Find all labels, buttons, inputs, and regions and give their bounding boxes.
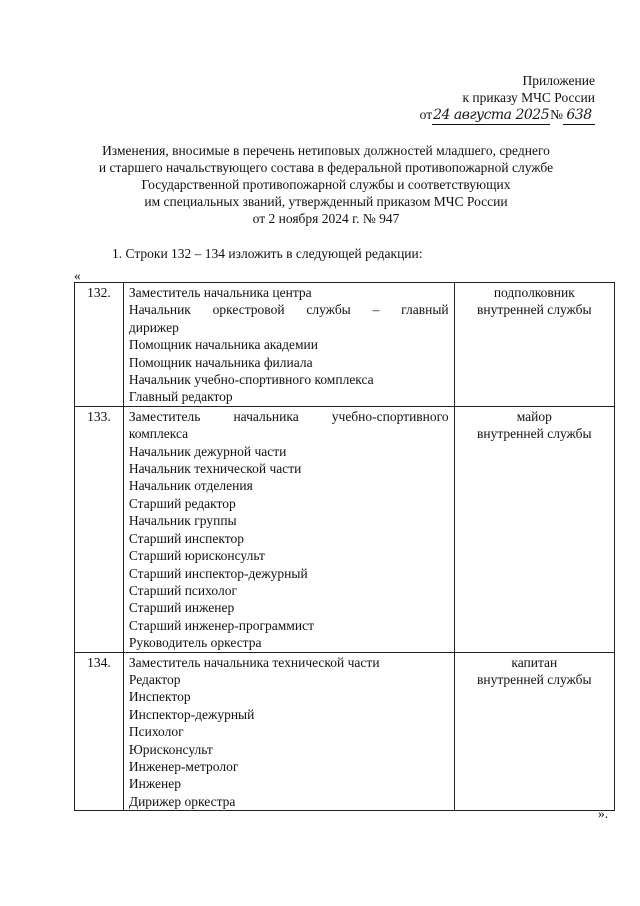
appendix-date-line xyxy=(420,106,595,125)
position-title: Заместитель начальника учебно-спортивного xyxy=(128,408,449,424)
positions-cell xyxy=(123,652,454,811)
item-1-instruction: 1. Строки 132 – 134 изложить в следующей редакции: xyxy=(112,246,423,261)
title-line: Изменения, вносимые в перечень нетиповых должностей младшего, среднего xyxy=(102,143,550,158)
position-title: дирижер xyxy=(128,319,179,335)
position-title: Инженер-метролог xyxy=(128,758,239,774)
title-line: от 2 ноября 2024 г. № 947 xyxy=(252,211,400,226)
order-date-number xyxy=(420,106,595,125)
position-title: Инспектор-дежурный xyxy=(128,706,255,722)
number-sign: № xyxy=(550,107,563,122)
rank-cell xyxy=(454,652,614,811)
position-title: Заместитель начальника технической части xyxy=(128,654,380,670)
position-title: Дирижер оркестра xyxy=(128,793,236,809)
position-title: Юрисконсульт xyxy=(128,741,213,757)
position-title: Старший инспектор-дежурный xyxy=(128,565,308,581)
appendix-block xyxy=(420,72,595,125)
table-row xyxy=(75,652,615,811)
appendix-order-ref: к приказу МЧС России xyxy=(462,90,595,105)
appendix-title: Приложение xyxy=(522,73,595,88)
position-title: Старший инспектор xyxy=(128,530,244,546)
position-title: Инженер xyxy=(128,776,181,792)
position-title: Старший редактор xyxy=(128,495,236,511)
position-title: Психолог xyxy=(128,724,184,740)
position-title: комплекса xyxy=(128,426,189,442)
opening-quote: « xyxy=(74,268,81,283)
position-title: Главный редактор xyxy=(128,389,233,405)
position-title: Редактор xyxy=(128,671,181,687)
position-title: Старший психолог xyxy=(128,582,237,598)
position-title: Старший инженер-программист xyxy=(128,617,314,633)
closing-quote: ». xyxy=(598,806,609,821)
handwritten-number: 638 xyxy=(563,107,595,125)
position-title: Руководитель оркестра xyxy=(128,635,262,651)
position-title: Старший инженер xyxy=(128,600,235,616)
row-number: 134. xyxy=(75,652,124,811)
title-line: Государственной противопожарной службы и соответствующих xyxy=(141,177,511,192)
position-title: Старший юрисконсульт xyxy=(128,548,265,564)
rank-text: внутренней службы xyxy=(477,671,592,687)
handwritten-date: 24 августа 2025 xyxy=(433,107,550,123)
date-prefix: от xyxy=(419,107,433,122)
position-title: Заместитель начальника центра xyxy=(128,285,312,300)
rank-text: внутренней службы xyxy=(477,426,592,442)
title-line: им специальных званий, утвержденный приказом МЧС России xyxy=(144,194,508,209)
rank-text: подполковник xyxy=(493,285,575,300)
position-title: Помощник начальника филиала xyxy=(128,354,313,370)
position-title: Начальник отделения xyxy=(128,478,253,494)
table-row xyxy=(75,406,615,652)
position-title: Начальник оркестровой службы – главный xyxy=(128,302,449,318)
position-title: Помощник начальника академии xyxy=(128,337,319,353)
positions-cell xyxy=(123,283,454,407)
position-title: Начальник группы xyxy=(128,513,237,529)
document-title xyxy=(70,142,582,227)
rank-text: майор xyxy=(516,408,552,424)
rank-cell xyxy=(454,283,614,407)
row-number: 133. xyxy=(75,406,124,652)
positions-cell xyxy=(123,406,454,652)
position-title: Начальник технической части xyxy=(128,461,302,477)
rank-cell xyxy=(454,406,614,652)
table-row xyxy=(75,283,615,407)
positions-table xyxy=(74,282,615,811)
rank-text: внутренней службы xyxy=(477,302,592,318)
title-line: и старшего начальствующего состава в федеральной противопожарной службе xyxy=(98,160,554,175)
rank-text: капитан xyxy=(511,654,558,670)
row-number: 132. xyxy=(75,283,124,407)
position-title: Начальник учебно-спортивного комплекса xyxy=(128,372,374,388)
position-title: Начальник дежурной части xyxy=(128,443,287,459)
position-title: Инспектор xyxy=(128,689,191,705)
